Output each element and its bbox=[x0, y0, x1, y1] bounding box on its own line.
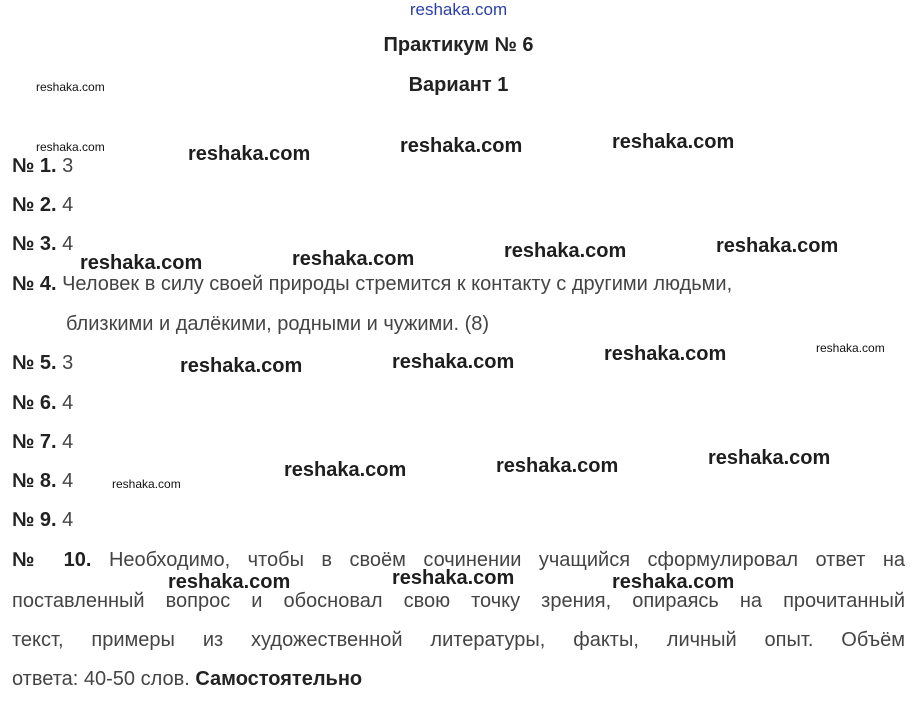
answer-number: № 2. bbox=[12, 194, 57, 216]
answer-6 bbox=[12, 392, 73, 415]
answer-bold-note: Самостоятельно bbox=[195, 668, 363, 690]
watermark: reshaka.com bbox=[80, 252, 203, 274]
answer-number: № 9. bbox=[12, 509, 57, 531]
watermark: reshaka.com bbox=[36, 140, 105, 154]
watermark: reshaka.com bbox=[496, 455, 619, 477]
answer-4-continuation: близкими и далёкими, родными и чужими. (8) bbox=[66, 313, 490, 335]
answer-1 bbox=[12, 155, 73, 178]
variant-subtitle: Вариант 1 bbox=[408, 74, 509, 96]
watermark: reshaka.com bbox=[284, 459, 407, 481]
answer-text: 4 bbox=[62, 509, 74, 531]
answer-number: № 8. bbox=[12, 470, 57, 492]
answer-10-line-4 bbox=[12, 668, 362, 691]
answer-3 bbox=[12, 233, 73, 256]
page-title: Практикум № 6 bbox=[383, 34, 534, 56]
watermark: reshaka.com bbox=[292, 248, 415, 270]
watermark: reshaka.com bbox=[612, 571, 735, 593]
answer-text: 3 bbox=[62, 352, 74, 374]
watermark: reshaka.com bbox=[612, 131, 735, 153]
watermark: reshaka.com bbox=[392, 567, 515, 589]
watermark: reshaka.com bbox=[400, 135, 523, 157]
answer-text-line: Необходимо, чтобы в своём сочинении учащийся сформулировал ответ на bbox=[108, 549, 905, 571]
answer-number: № 10. bbox=[12, 549, 92, 571]
answer-text: 4 bbox=[62, 233, 74, 255]
answer-5 bbox=[12, 352, 73, 375]
answer-9 bbox=[12, 509, 73, 532]
answer-text-line: ответа: 40-50 слов. bbox=[12, 668, 190, 690]
watermark: reshaka.com bbox=[708, 447, 831, 469]
watermark: reshaka.com bbox=[36, 80, 105, 94]
answer-10-line-2: поставленный вопрос и обосновал свою точку зрения, опираясь на прочитанный bbox=[12, 590, 905, 612]
answer-text: 4 bbox=[62, 194, 74, 216]
answer-text: Человек в силу своей природы стремится к контакту с другими людьми, bbox=[62, 273, 733, 295]
site-link[interactable]: reshaka.com bbox=[409, 0, 508, 19]
answer-text: 4 bbox=[62, 470, 74, 492]
answer-10-line-3: текст, примеры из художественной литературы, факты, личный опыт. Объём bbox=[12, 629, 905, 651]
answer-4 bbox=[12, 273, 732, 296]
watermark: reshaka.com bbox=[716, 235, 839, 257]
answer-number: № 1. bbox=[12, 155, 57, 177]
answer-7 bbox=[12, 431, 73, 454]
answer-2 bbox=[12, 194, 73, 217]
watermark: reshaka.com bbox=[112, 477, 181, 491]
watermark: reshaka.com bbox=[816, 341, 885, 355]
watermark: reshaka.com bbox=[604, 343, 727, 365]
watermark: reshaka.com bbox=[180, 355, 303, 377]
answer-number: № 3. bbox=[12, 233, 57, 255]
watermark: reshaka.com bbox=[168, 571, 291, 593]
answer-8 bbox=[12, 470, 73, 493]
watermark: reshaka.com bbox=[188, 143, 311, 165]
answer-text: 4 bbox=[62, 392, 74, 414]
answer-number: № 4. bbox=[12, 273, 57, 295]
answer-number: № 6. bbox=[12, 392, 57, 414]
answer-text: 3 bbox=[62, 155, 74, 177]
answer-text: 4 bbox=[62, 431, 74, 453]
watermark: reshaka.com bbox=[504, 240, 627, 262]
answer-number: № 7. bbox=[12, 431, 57, 453]
watermark: reshaka.com bbox=[392, 351, 515, 373]
answer-number: № 5. bbox=[12, 352, 57, 374]
